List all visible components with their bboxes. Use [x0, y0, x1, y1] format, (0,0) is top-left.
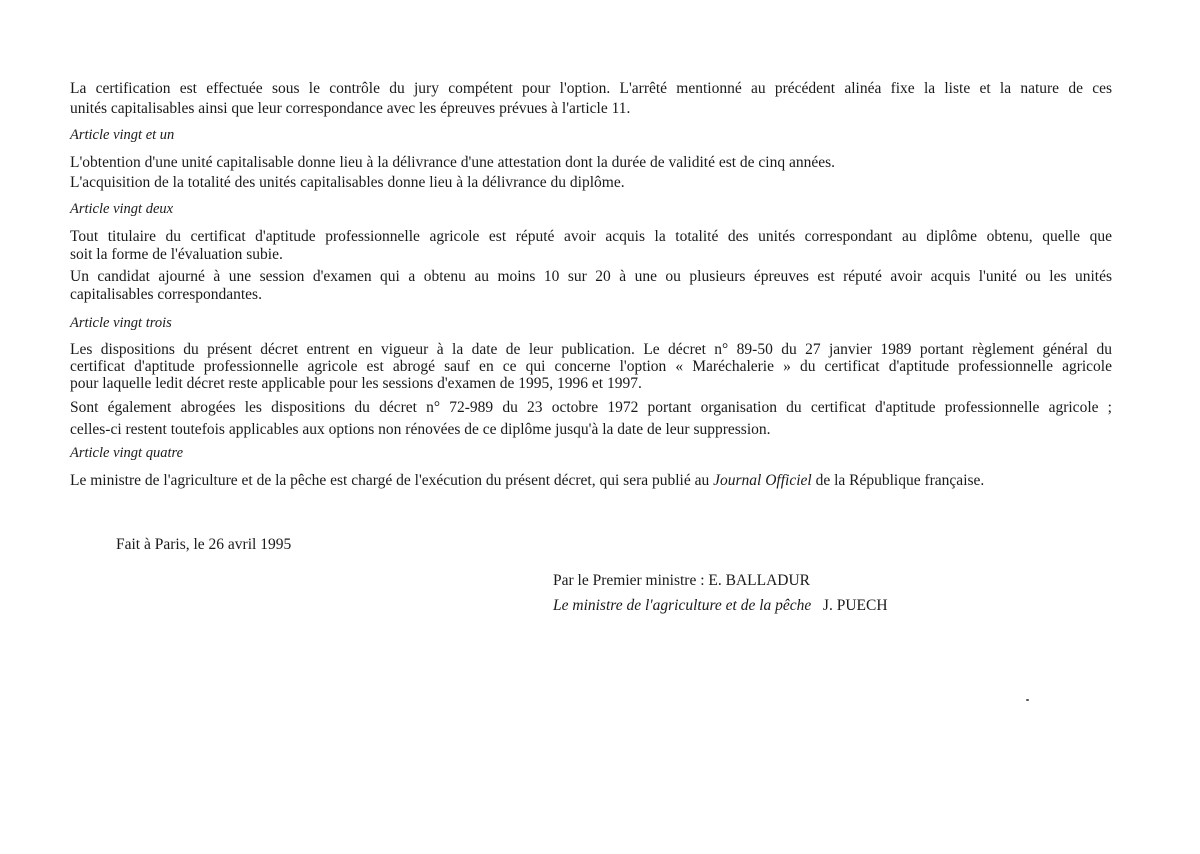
article-line: capitalisables correspondantes.: [70, 286, 262, 303]
article-heading: Article vingt deux: [70, 201, 174, 217]
intro-line: La certification est effectuée sous le contrôle du jury compétent pour l'option. L'arrêté mentionné au précédent alinéa fixe la liste et la nature de ces: [70, 80, 1112, 97]
article-heading: Article vingt et un: [70, 127, 175, 143]
signature-ministre: [553, 597, 888, 615]
article-line: Un candidat ajourné à une session d'examen qui a obtenu au moins 10 sur 20 à une ou plusieurs épreuves est réputé avoir acquis l'unité ou les unités: [70, 268, 1112, 285]
article-line: [70, 472, 984, 490]
article-line: certificat d'aptitude professionnelle agricole est abrogé sauf en ce qui concerne l'option « Maréchalerie » du certificat d'aptitude professionnelle agricole: [70, 358, 1112, 375]
article-line: celles-ci restent toutefois applicables aux options non rénovées de ce diplôme jusqu'à la date de leur suppression.: [70, 421, 771, 438]
signature-role: Le ministre de l'agriculture et de la pêche: [553, 597, 812, 614]
article-line: Sont également abrogées les dispositions du décret n° 72-989 du 23 octobre 1972 portant organisation du certificat d'aptitude professionnelle agricole ;: [70, 399, 1112, 416]
article-line: pour laquelle ledit décret reste applicable pour les sessions d'examen de 1995, 1996 et 1997.: [70, 375, 642, 392]
journal-officiel: Journal Officiel: [713, 472, 812, 489]
line-text: de la République française.: [811, 472, 985, 489]
article-line: soit la forme de l'évaluation subie.: [70, 246, 283, 263]
signature-premier-ministre: Par le Premier ministre : E. BALLADUR: [553, 572, 810, 589]
scan-speck: [1026, 699, 1029, 701]
intro-line: unités capitalisables ainsi que leur correspondance avec les épreuves prévues à l'article 11.: [70, 100, 631, 117]
article-line: Les dispositions du présent décret entrent en vigueur à la date de leur publication. Le décret n° 89-50 du 27 janvier 1989 portant règlement général du: [70, 341, 1112, 358]
article-line: L'obtention d'une unité capitalisable donne lieu à la délivrance d'une attestation dont la durée de validité est de cinq années.: [70, 154, 836, 171]
signature-name: J. PUECH: [822, 597, 888, 614]
article-line: Tout titulaire du certificat d'aptitude professionnelle agricole est réputé avoir acquis la totalité des unités correspondant au diplôme obtenu, quelle que: [70, 228, 1112, 245]
article-line: L'acquisition de la totalité des unités capitalisables donne lieu à la délivrance du diplôme.: [70, 174, 625, 191]
place-date: Fait à Paris, le 26 avril 1995: [116, 536, 292, 553]
article-heading: Article vingt quatre: [70, 445, 184, 461]
line-text: Le ministre de l'agriculture et de la pêche est chargé de l'exécution du présent décret, qui sera publié au: [70, 472, 714, 489]
article-heading: Article vingt trois: [70, 315, 172, 331]
